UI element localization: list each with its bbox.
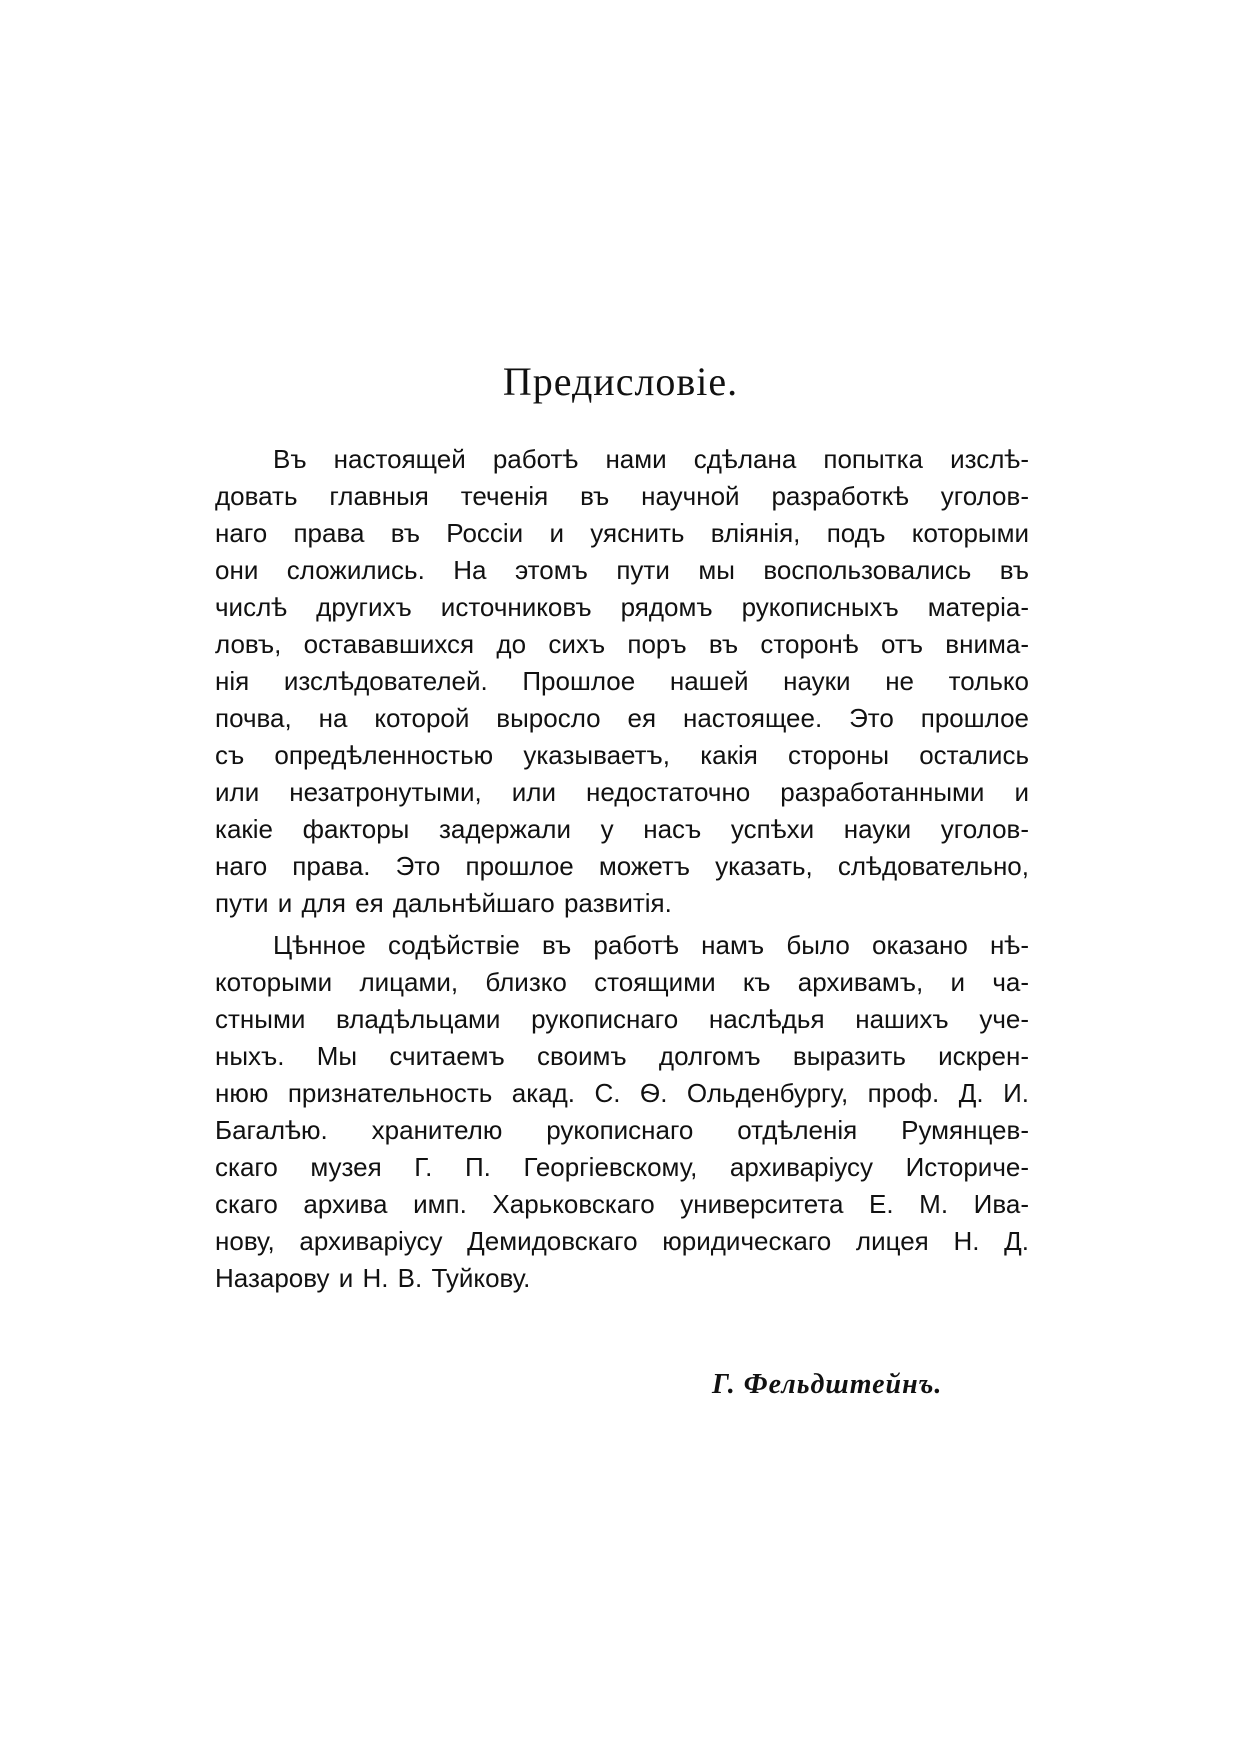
paragraph-preface-2 [215, 927, 1029, 1297]
text-line: почва, на которой выросло ея настоящее. Это прошлое [215, 703, 1029, 733]
text-line: довать главныя теченія въ научной разработкѣ уголов- [215, 481, 1029, 511]
text-line: нову, архиваріусу Демидовскаго юридическаго лицея Н. Д. [215, 1226, 1029, 1256]
text-line: Въ настоящей работѣ нами сдѣлана попытка изслѣ- [273, 444, 1029, 474]
text-line: которыми лицами, близко стоящими къ архивамъ, и ча- [215, 967, 1029, 997]
text-line: Цѣнное содѣйствіе въ работѣ намъ было оказано нѣ- [273, 930, 1029, 960]
text-line: нюю признательность акад. С. Ѳ. Ольденбургу, проф. Д. И. [215, 1078, 1029, 1108]
text-line: стными владѣльцами рукописнаго наслѣдья нашихъ уче- [215, 1004, 1029, 1034]
text-line: Багалѣю. хранителю рукописнаго отдѣленія Румянцев- [215, 1115, 1029, 1145]
text-line: пути и для ея дальнѣйшаго развитія. [215, 888, 672, 918]
text-line: ныхъ. Мы считаемъ своимъ долгомъ выразить искрен- [215, 1041, 1029, 1071]
page-title: Предисловіе. [502, 359, 739, 404]
text-line: какіе факторы задержали у насъ успѣхи науки уголов- [215, 814, 1029, 844]
text-line: наго права въ Россіи и уяснить вліянія, подъ которыми [215, 518, 1029, 548]
author-signature: Г. Фельдштейнъ. [712, 1369, 943, 1400]
text-line: скаго архива имп. Харьковскаго университета Е. М. Ива- [215, 1189, 1029, 1219]
text-line: скаго музея Г. П. Георгіевскому, архиваріусу Историче- [215, 1152, 1029, 1182]
text-line: ловъ, остававшихся до сихъ поръ въ сторонѣ отъ внима- [215, 629, 1029, 659]
paragraph-preface-1 [215, 441, 1029, 922]
text-line: они сложились. На этомъ пути мы воспользовались въ [215, 555, 1029, 585]
text-line: числѣ другихъ источниковъ рядомъ рукописныхъ матеріа- [215, 592, 1029, 622]
text-line: или незатронутыми, или недостаточно разработанными и [215, 777, 1029, 807]
text-line: наго права. Это прошлое можетъ указать, слѣдовательно, [215, 851, 1029, 881]
text-line: Назарову и Н. В. Туйкову. [215, 1263, 531, 1293]
text-line: съ опредѣленностью указываетъ, какія стороны остались [215, 740, 1029, 770]
text-line: нія изслѣдователей. Прошлое нашей науки не только [215, 666, 1029, 696]
